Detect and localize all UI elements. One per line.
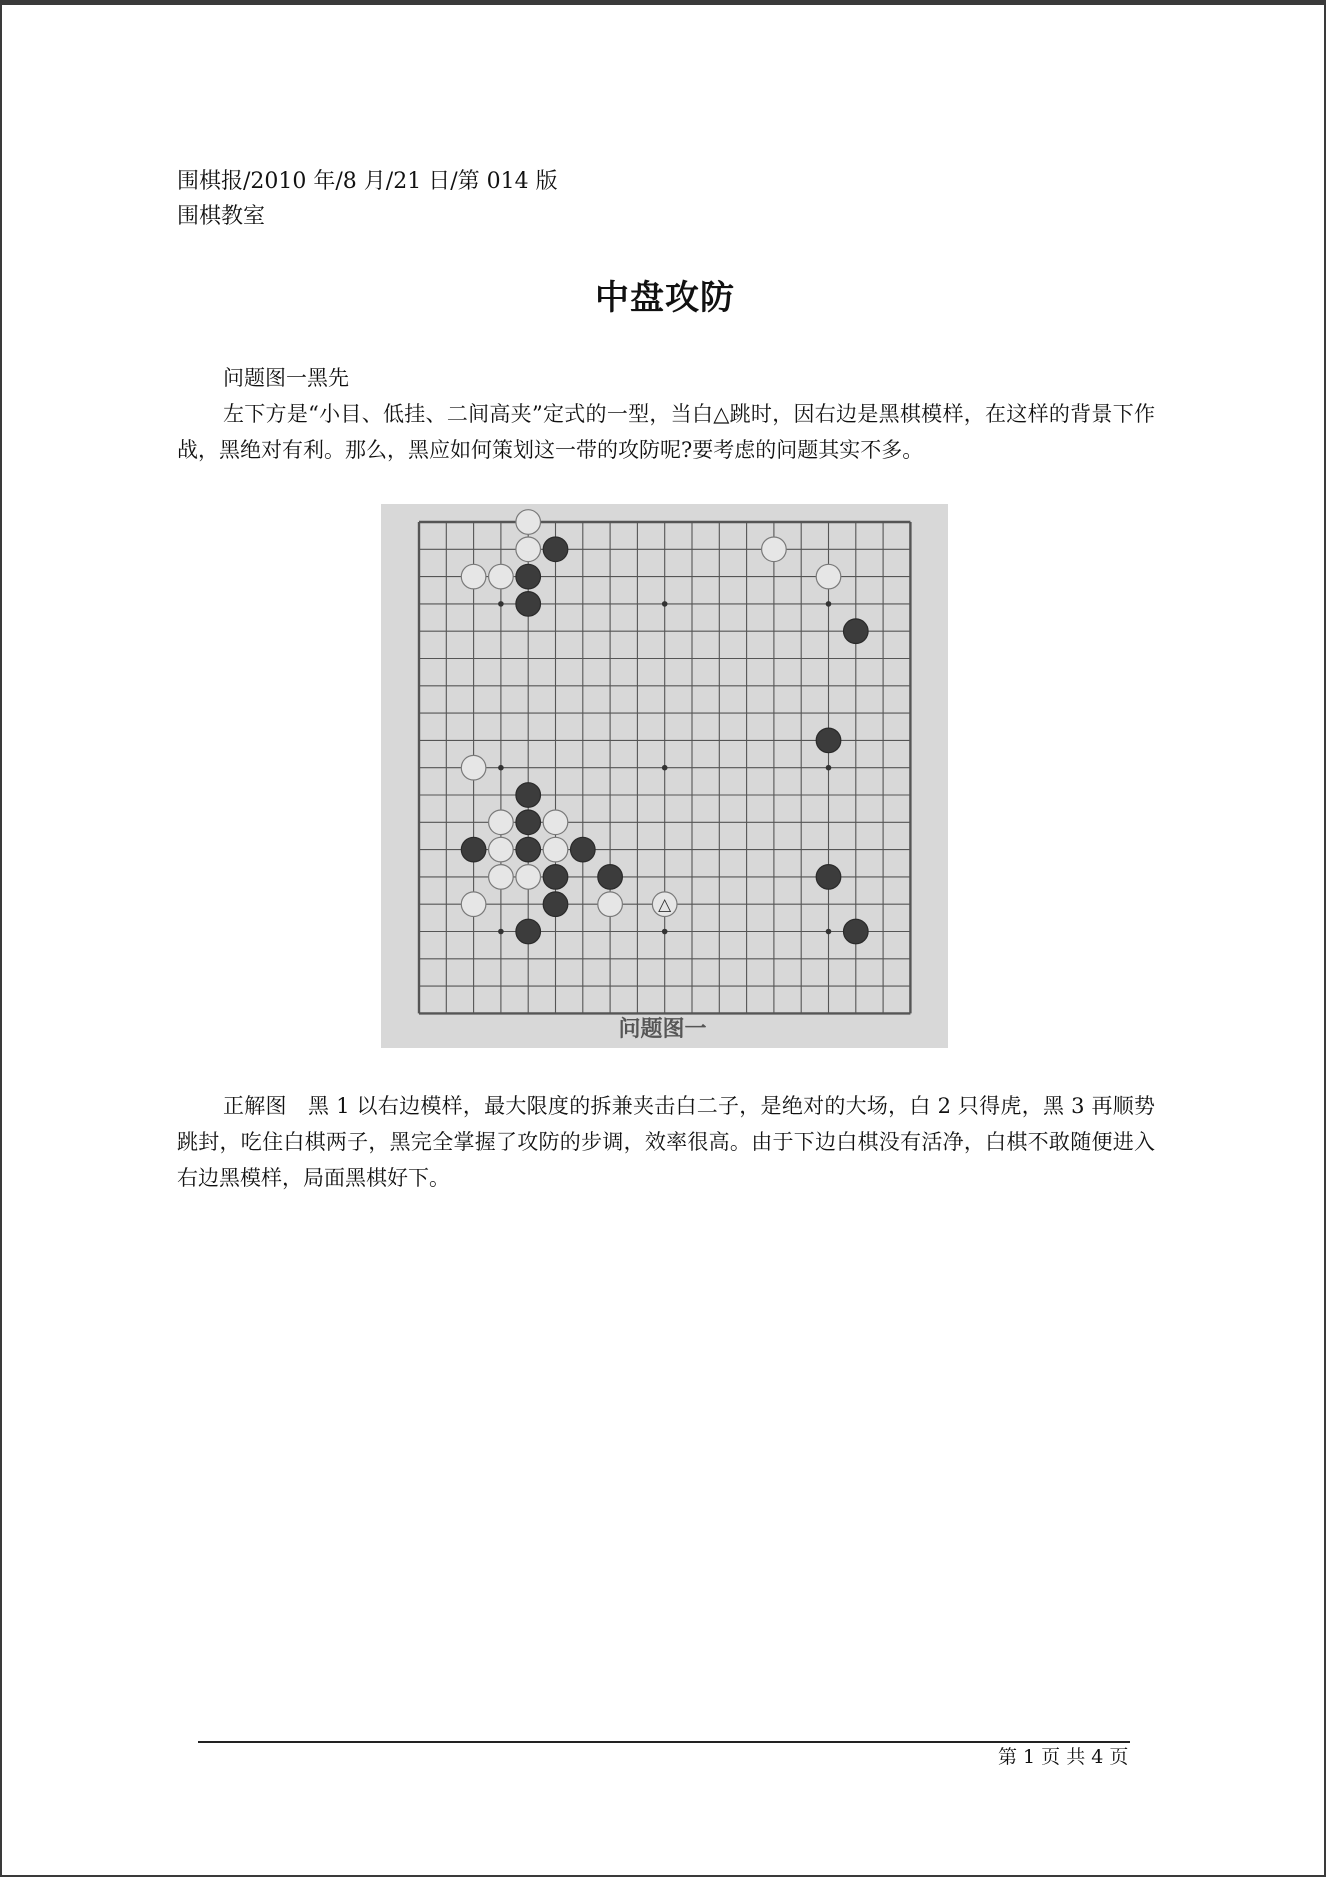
white-stone	[543, 837, 568, 862]
black-stone	[461, 837, 486, 862]
go-board-figure	[381, 504, 948, 1048]
black-stone	[516, 564, 541, 589]
black-stone	[844, 619, 869, 644]
black-stone	[598, 865, 623, 890]
white-stone	[461, 892, 486, 917]
white-stone	[489, 837, 514, 862]
problem-label: 问题图一黑先	[223, 366, 349, 390]
star-point	[498, 765, 504, 771]
star-point	[662, 601, 668, 607]
black-stone	[516, 837, 541, 862]
footer-rule	[198, 1741, 1130, 1743]
white-stone	[516, 510, 541, 535]
white-stone	[489, 865, 514, 890]
star-point	[662, 765, 668, 771]
black-stone	[816, 865, 841, 890]
black-stone	[516, 810, 541, 835]
star-point	[826, 601, 832, 607]
go-board-diagram	[381, 504, 948, 1048]
black-stone	[516, 592, 541, 617]
black-stone	[571, 837, 596, 862]
white-stone	[489, 564, 514, 589]
star-point	[826, 765, 832, 771]
white-stone	[489, 810, 514, 835]
black-stone	[816, 728, 841, 753]
triangle-marker: △	[658, 895, 672, 916]
star-point	[498, 929, 504, 935]
black-stone	[543, 892, 568, 917]
white-stone	[762, 537, 787, 562]
star-point	[498, 601, 504, 607]
white-stone	[461, 564, 486, 589]
solution-paragraph: 正解图 黑 1 以右边模样，最大限度的拆兼夹击白二子，是绝对的大场，白 2 只得虎，黑 3 再顺势跳封，吃住白棋两子，黑完全掌握了攻防的步调，效率很高。由于下边白棋没有活净，白棋不敢随便进入右边黑模样，局面黑棋好下。	[177, 1094, 1155, 1190]
black-stone	[844, 919, 869, 944]
white-stone	[516, 865, 541, 890]
column-name: 围棋教室	[177, 204, 266, 229]
newspaper-source-line: 围棋报/2010 年/8 月/21 日/第 014 版	[177, 169, 558, 194]
problem-paragraph: 左下方是“小目、低挂、二间高夹”定式的一型，当白△跳时，因右边是黑棋模样，在这样的背景下作战，黑绝对有利。那么，黑应如何策划这一带的攻防呢?要考虑的问题其实不多。	[177, 402, 1155, 462]
page-number: 第 1 页 共 4 页	[998, 1746, 1129, 1768]
star-point	[826, 929, 832, 935]
black-stone	[543, 537, 568, 562]
white-stone	[461, 755, 486, 780]
black-stone	[516, 919, 541, 944]
article-title: 中盘攻防	[595, 278, 735, 318]
white-stone	[543, 810, 568, 835]
white-stone	[516, 537, 541, 562]
white-stone	[816, 564, 841, 589]
white-stone	[598, 892, 623, 917]
black-stone	[516, 783, 541, 808]
star-point	[662, 929, 668, 935]
black-stone	[543, 865, 568, 890]
figure-caption: 问题图一	[618, 1017, 707, 1042]
